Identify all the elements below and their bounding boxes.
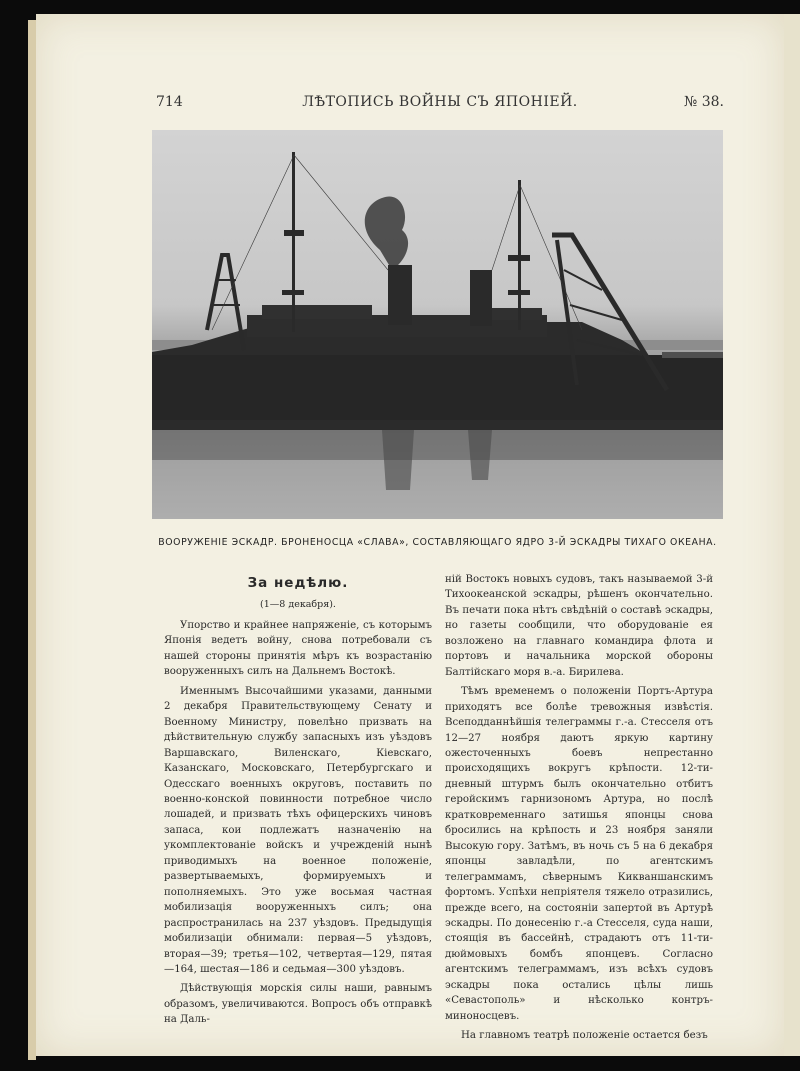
page-left-edge [28, 20, 36, 1060]
battleship-silhouette [152, 130, 723, 519]
battleship-photo [152, 130, 723, 519]
paragraph: Упорство и крайнее напряженiе, съ которымъ Японiя ведетъ войну, снова потребовали съ нашей стороны принятiя мѣръ къ возрастанiю вооруженныхъ силъ на Дальнемъ Востокѣ. [164, 620, 432, 678]
article-column-left [164, 570, 432, 1028]
paragraph: Тѣмъ временемъ о положенiи Портъ-Артура приходятъ все болѣе тревожныя извѣстiя. Всеподданнѣйшiя телеграммы г.-а. Стесселя отъ 12—27 ноября даютъ яркую картину ожесточенныхъ боевъ непрестанно происходящихъ вокругъ крѣпости. 12-ти-дневный штурмъ былъ окончательно отбитъ геройскимъ гарнизономъ Артура, но послѣ кратковременнаго затишья японцы снова бросились на крѣпость и 23 ноября заняли Высокую гору. Затѣмъ, въ ночь съ 5 на 6 декабря японцы завладѣли, по агентскимъ телеграммамъ, сѣвернымъ Кикваншанскимъ фортомъ. Успѣхи непрiятеля тяжело отразились, прежде всего, на состоянiи запертой въ Артурѣ эскадры. По донесенiю г.-а Стесселя, суда наши, стоящiя въ бассейнѣ, страдаютъ отъ 11-ти-дюймовыхъ бомбъ японцевъ. Согласно агентскимъ телеграммамъ, изъ всѣхъ судовъ эскадры пока остались цѣлы лишь «Севастополь» и нѣсколько контръ-миноносцевъ. [445, 686, 713, 1022]
paragraph: Дѣйствующiя морскiя силы наши, равнымъ образомъ, увеличиваются. Вопросъ объ отправкѣ на Даль- [164, 983, 432, 1026]
photo-caption: ВООРУЖЕНIЕ ЭСКАДР. БРОНЕНОСЦА «СЛАВА», СОСТАВЛЯЮЩАГО ЯДРО 3-Й ЭСКАДРЫ ТИХАГО ОКЕАНА. [158, 537, 717, 548]
paragraph: На главномъ театрѣ положенiе остается безъ [461, 1030, 708, 1042]
page-right-edge [784, 14, 800, 1056]
article-column-right [445, 572, 713, 1044]
issue-number: № 38. [684, 94, 724, 110]
journal-title: ЛѢТОПИСЬ ВОЙНЫ СЪ ЯПОНIЕЙ. [302, 94, 578, 110]
article-heading: За недѣлю. [247, 575, 349, 591]
paragraph: нiй Востокъ новыхъ судовъ, такъ называемой 3-й Тихоокеанской эскадры, рѣшенъ окончательно. Въ печати пока нѣтъ свѣдѣнiй о составѣ эскадры, но газеты сообщили, что оборудованiе ея возложено на главнаго командира флота и портовъ и начальника морской обороны Балтiйскаго моря в.-а. Бирилева. [445, 574, 713, 678]
running-header [156, 94, 724, 114]
page-number: 714 [156, 94, 183, 110]
paragraph: Именнымъ Высочайшими указами, данными 2 декабря Правительствующему Сенату и Военному Министру, повелѣно призвать на дѣйствительную службу запасныхъ изъ уѣздовъ Варшавскаго, Виленскаго, Кiевскаго, Казанскаго, Московскаго, Петербургскаго и Одесскаго военныхъ округовъ, поставить по военно-конской повинности потребное число лошадей, и призвать тѣхъ офицерскихъ чиновъ запаса, кои подлежатъ назначенiю на укомплектованiе войскъ и учрежденiй нынѣ приводимыхъ на военное положенiе, развертываемыхъ, формируемыхъ и пополняемыхъ. Это уже восьмая частная мобилизацiя вооруженныхъ силъ; она распространилась на 237 уѣздовъ. Предыдущiя мобилизацiи обнимали: первая—5 уѣздовъ, вторая—39; третья—102, четвертая—129, пятая—164, шестая—186 и седьмая—300 уѣздовъ. [164, 685, 432, 975]
article-dates: (1—8 декабря). [260, 599, 336, 610]
